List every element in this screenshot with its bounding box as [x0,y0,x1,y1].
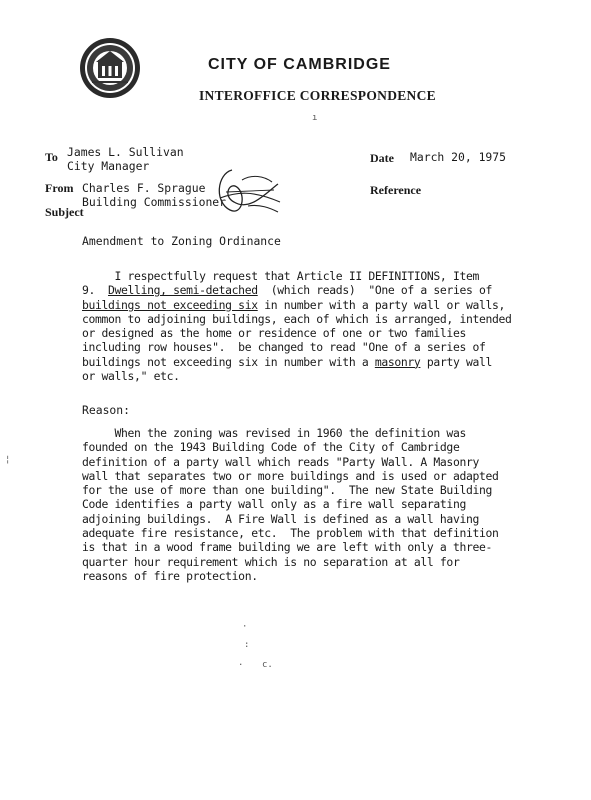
reason-line: adjoining buildings. A Fire Wall is defined as a wall having [82,511,479,526]
reason-line: When the zoning was revised in 1960 the definition was [82,426,466,440]
defined-term: Dwelling, semi-detached [108,283,258,298]
scan-speck: · [242,622,248,632]
reason-line: Code identifies a party wall only as a fire wall separating [82,497,466,512]
from-label: From [45,181,74,195]
paragraph-line: or designed as the home or residence of one or two families [82,326,466,341]
signature-icon [212,162,282,222]
reason-line: for the use of more than one building". The new State Building [82,483,492,498]
scan-speck: . [238,658,244,668]
paragraph-line: or walls," etc. [82,369,180,384]
paragraph-line [82,283,512,297]
document-title: INTEROFFICE CORRESPONDENCE [199,88,436,103]
paragraph-line: I respectfully request that Article II DEFINITIONS, Item [82,269,479,283]
scan-speck: ¦ [5,455,11,465]
paragraph-line: including row houses". be changed to read "One of a series of [82,340,486,355]
speck-mark: ı [312,113,318,123]
reason-label: Reason: [82,403,131,417]
date-value: March 20, 1975 [410,150,507,164]
reason-line: definition of a party wall which reads "Party Wall. A Masonry [82,454,479,469]
scan-speck: c. [262,660,273,670]
scan-speck: : [244,640,250,650]
reason-line: reasons of fire protection. [82,568,258,583]
recipient-name: James L. Sullivan [67,145,184,159]
paragraph-line: common to adjoining buildings, each of which is arranged, intended [82,311,512,326]
paragraph-line [82,355,512,369]
sender-name: Charles F. Sprague [82,181,206,195]
request-paragraph [82,269,512,383]
organization-name: CITY OF CAMBRIDGE [208,56,391,73]
reason-line: is that in a wood frame building we are left with only a three- [82,540,492,555]
paragraph-line [82,298,512,312]
underlined-phrase: buildings not exceeding six [82,297,258,312]
date-label: Date [370,151,394,165]
reason-line: founded on the 1943 Building Code of the City of Cambridge [82,440,460,455]
recipient-title: City Manager [67,159,150,173]
item-number: 9. [82,283,109,298]
reason-line: adequate fire resistance, etc. The problem with that definition [82,526,499,541]
city-seal-icon [78,36,142,100]
to-label: To [45,150,58,164]
line-text: party wall [420,354,493,369]
reason-line: wall that separates two or more buildings and is used or adapted [82,468,499,483]
amended-term: masonry [374,354,421,369]
reason-line: quarter hour requirement which is no separation at all for [82,554,460,569]
line-text: in number with a party wall or walls, [257,297,506,312]
line-text: (which reads) "One of a series of [257,283,492,298]
subject-label: Subject [45,205,84,219]
reference-label: Reference [370,183,422,197]
line-text: buildings not exceeding six in number with a [82,354,375,369]
subject-value: Amendment to Zoning Ordinance [82,234,281,248]
sender-title: Building Commissioner [82,195,227,209]
reason-paragraph [82,426,499,583]
